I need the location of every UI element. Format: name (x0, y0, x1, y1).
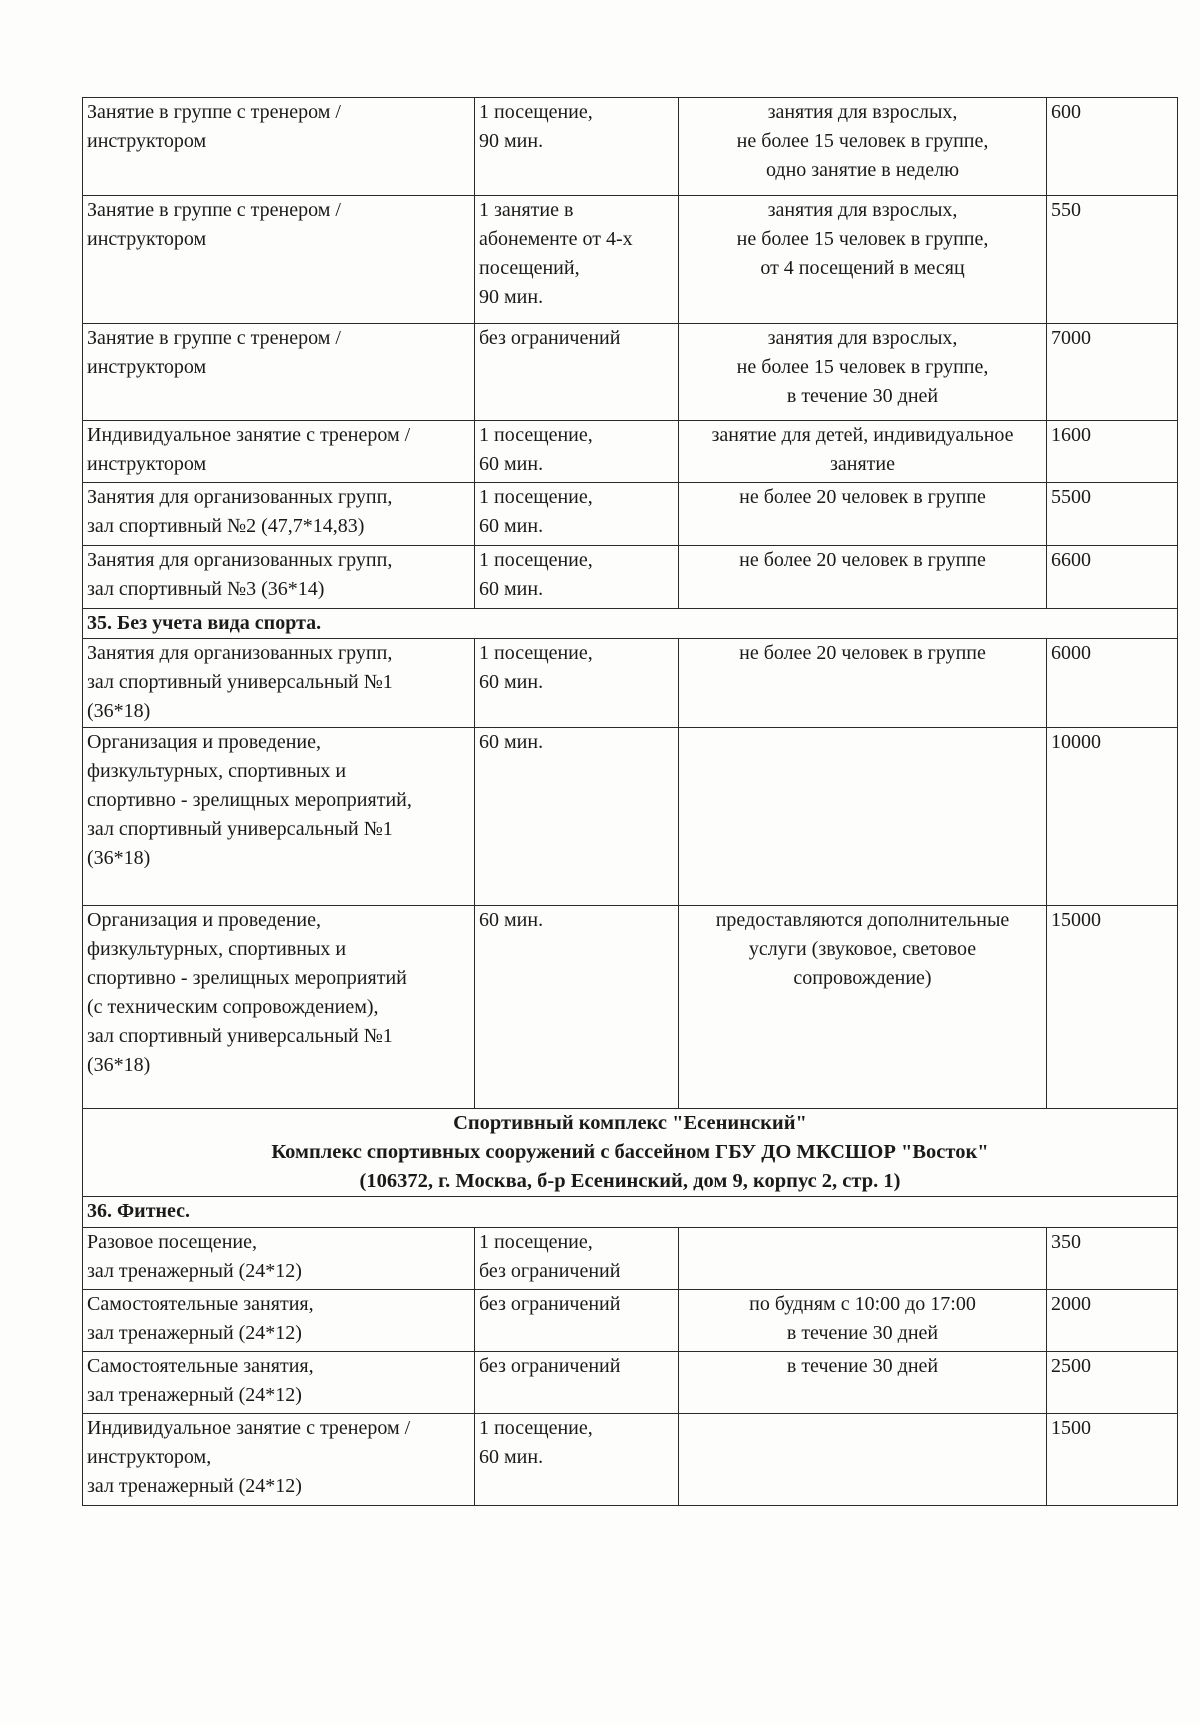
cell-line: занятия для взрослых, (767, 327, 958, 349)
cell-line: 1 занятие в (479, 199, 574, 221)
cell-conditions (679, 324, 1047, 421)
cell-line: зал тренажерный (24*12) (87, 1475, 302, 1497)
cell-unit (475, 1228, 679, 1290)
cell-line: занятие для детей, индивидуальное (711, 424, 1014, 446)
cell-conditions (679, 546, 1047, 609)
cell-price: 5500 (1047, 483, 1178, 546)
cell-conditions (679, 1228, 1047, 1290)
cell-service (83, 98, 475, 196)
cell-line: (36*18) (87, 700, 151, 722)
cell-line: Занятия для организованных групп, (87, 486, 393, 508)
table-row (83, 196, 1178, 324)
cell-service (83, 1414, 475, 1506)
cell-line: не более 15 человек в группе, (736, 130, 989, 152)
cell-unit (475, 98, 679, 196)
cell-unit (475, 546, 679, 609)
cell-service (83, 483, 475, 546)
cell-line: посещений, (479, 257, 580, 279)
cell-line: не более 15 человек в группе, (736, 356, 989, 378)
cell-line: 1 посещение, (479, 1417, 593, 1439)
section-header-35 (83, 609, 1178, 639)
cell-service (83, 324, 475, 421)
cell-line: Разовое посещение, (87, 1231, 257, 1253)
cell-line: инструктором, (87, 1446, 212, 1468)
cell-service (83, 546, 475, 609)
cell-line: в течение 30 дней (786, 385, 939, 407)
cell-conditions (679, 728, 1047, 906)
cell-unit (475, 483, 679, 546)
section-title: 36. Фитнес. (83, 1197, 1178, 1228)
cell-line: инструктором (87, 356, 207, 378)
cell-line: инструктором (87, 453, 207, 475)
cell-line: абонементе от 4-х (479, 228, 633, 250)
cell-line: зал спортивный универсальный №1 (87, 1025, 393, 1047)
cell-line: зал тренажерный (24*12) (87, 1260, 302, 1282)
price-table-part-2 (83, 639, 1178, 1109)
cell-line: Индивидуальное занятие с тренером / (87, 424, 411, 446)
cell-line: не более 15 человек в группе, (736, 228, 989, 250)
cell-line: Индивидуальное занятие с тренером / (87, 1417, 411, 1439)
cell-price: 350 (1047, 1228, 1178, 1290)
cell-price: 2500 (1047, 1352, 1178, 1414)
cell-line: 1 посещение, (479, 549, 593, 571)
facility-name: Спортивный комплекс "Есенинский" (453, 1112, 807, 1134)
cell-unit (475, 1414, 679, 1506)
cell-line: Занятие в группе с тренером / (87, 199, 341, 221)
cell-conditions (679, 1290, 1047, 1352)
cell-line: без ограничений (479, 327, 621, 349)
cell-line: без ограничений (479, 1355, 621, 1377)
cell-line: 1 посещение, (479, 1231, 593, 1253)
cell-price: 1500 (1047, 1414, 1178, 1506)
cell-line: физкультурных, спортивных и (87, 938, 347, 960)
price-table-part-1 (83, 98, 1178, 609)
cell-line: занятия для взрослых, (767, 199, 958, 221)
cell-line: 90 мин. (479, 286, 544, 308)
cell-line: 1 посещение, (479, 642, 593, 664)
cell-line: (36*18) (87, 1054, 151, 1076)
cell-line: услуги (звуковое, световое (748, 938, 977, 960)
cell-service (83, 196, 475, 324)
cell-line: не более 20 человек в группе (739, 486, 986, 508)
cell-conditions (679, 906, 1047, 1109)
facility-complex: Комплекс спортивных сооружений с бассейном ГБУ ДО МКСШОР "Восток" (271, 1141, 989, 1163)
cell-line: без ограничений (479, 1293, 621, 1315)
cell-line: 1 посещение, (479, 424, 593, 446)
cell-line: 90 мин. (479, 130, 544, 152)
cell-line: спортивно - зрелищных мероприятий (87, 967, 407, 989)
cell-line: инструктором (87, 228, 207, 250)
cell-line: Занятие в группе с тренером / (87, 327, 341, 349)
cell-line: 1 посещение, (479, 486, 593, 508)
cell-line: в течение 30 дней (786, 1322, 939, 1344)
facility-row (83, 1109, 1178, 1197)
table-row (83, 324, 1178, 421)
cell-line: 60 мин. (479, 453, 544, 475)
cell-service (83, 1352, 475, 1414)
cell-line: 60 мин. (479, 671, 544, 693)
cell-line: сопровождение) (793, 967, 932, 989)
cell-price: 600 (1047, 98, 1178, 196)
cell-conditions (679, 1414, 1047, 1506)
cell-line: одно занятие в неделю (765, 159, 960, 181)
cell-unit (475, 639, 679, 728)
cell-line: (36*18) (87, 847, 151, 869)
cell-unit (475, 1352, 679, 1414)
cell-unit (475, 906, 679, 1109)
table-row (83, 1290, 1178, 1352)
facility-title (83, 1109, 1178, 1197)
cell-line: зал спортивный №2 (47,7*14,83) (87, 515, 365, 537)
cell-line: Самостоятельные занятия, (87, 1293, 314, 1315)
cell-conditions (679, 639, 1047, 728)
cell-line: Занятия для организованных групп, (87, 549, 393, 571)
table-row (83, 1414, 1178, 1506)
section-row (83, 1197, 1178, 1228)
cell-line: 60 мин. (479, 731, 544, 753)
cell-line: не более 20 человек в группе (739, 642, 986, 664)
table-row (83, 546, 1178, 609)
cell-line: Организация и проведение, (87, 731, 321, 753)
cell-line: зал спортивный универсальный №1 (87, 818, 393, 840)
cell-line: предоставляются дополнительные (715, 909, 1010, 931)
cell-line: Самостоятельные занятия, (87, 1355, 314, 1377)
cell-conditions (679, 98, 1047, 196)
table-row (83, 906, 1178, 1109)
cell-conditions (679, 196, 1047, 324)
table-row (83, 639, 1178, 728)
cell-conditions (679, 1352, 1047, 1414)
cell-price: 6000 (1047, 639, 1178, 728)
price-table (82, 97, 1178, 1506)
cell-line: физкультурных, спортивных и (87, 760, 347, 782)
cell-line: зал спортивный №3 (36*14) (87, 578, 325, 600)
cell-line: не более 20 человек в группе (739, 549, 986, 571)
section-title: 35. Без учета вида спорта. (83, 609, 1178, 639)
cell-service (83, 906, 475, 1109)
cell-line: Занятия для организованных групп, (87, 642, 393, 664)
cell-unit (475, 1290, 679, 1352)
cell-service (83, 1228, 475, 1290)
cell-price: 2000 (1047, 1290, 1178, 1352)
cell-service (83, 1290, 475, 1352)
cell-unit (475, 196, 679, 324)
cell-service (83, 728, 475, 906)
cell-unit (475, 324, 679, 421)
cell-line: по будням с 10:00 до 17:00 (749, 1293, 976, 1315)
cell-service (83, 421, 475, 483)
cell-line: инструктором (87, 130, 207, 152)
cell-line: зал спортивный универсальный №1 (87, 671, 393, 693)
table-row (83, 728, 1178, 906)
cell-conditions (679, 421, 1047, 483)
cell-line: Организация и проведение, (87, 909, 321, 931)
cell-line: зал тренажерный (24*12) (87, 1322, 302, 1344)
cell-line: занятие (830, 453, 895, 475)
cell-line: занятия для взрослых, (767, 101, 958, 123)
cell-unit (475, 728, 679, 906)
cell-line: 60 мин. (479, 909, 544, 931)
cell-price: 7000 (1047, 324, 1178, 421)
table-row (83, 421, 1178, 483)
cell-line: без ограничений (479, 1260, 621, 1282)
table-row (83, 1228, 1178, 1290)
table-row (83, 1352, 1178, 1414)
section-row (83, 609, 1178, 639)
cell-price: 1600 (1047, 421, 1178, 483)
facility-address: (106372, г. Москва, б-р Есенинский, дом 9, корпус 2, стр. 1) (359, 1170, 901, 1192)
facility-header (83, 1109, 1178, 1228)
cell-line: 60 мин. (479, 515, 544, 537)
cell-conditions (679, 483, 1047, 546)
cell-price: 6600 (1047, 546, 1178, 609)
cell-line: в течение 30 дней (786, 1355, 939, 1377)
cell-line: зал тренажерный (24*12) (87, 1384, 302, 1406)
cell-line: 60 мин. (479, 1446, 544, 1468)
cell-line: спортивно - зрелищных мероприятий, (87, 789, 412, 811)
cell-price: 550 (1047, 196, 1178, 324)
cell-line: от 4 посещений в месяц (760, 257, 965, 279)
table-row (83, 483, 1178, 546)
cell-unit (475, 421, 679, 483)
cell-line: 60 мин. (479, 578, 544, 600)
cell-price: 10000 (1047, 728, 1178, 906)
cell-line: Занятие в группе с тренером / (87, 101, 341, 123)
table-row (83, 98, 1178, 196)
cell-line: (с техническим сопровождением), (87, 996, 379, 1018)
price-table-part-3 (83, 1228, 1178, 1506)
cell-line: 1 посещение, (479, 101, 593, 123)
cell-service (83, 639, 475, 728)
cell-price: 15000 (1047, 906, 1178, 1109)
